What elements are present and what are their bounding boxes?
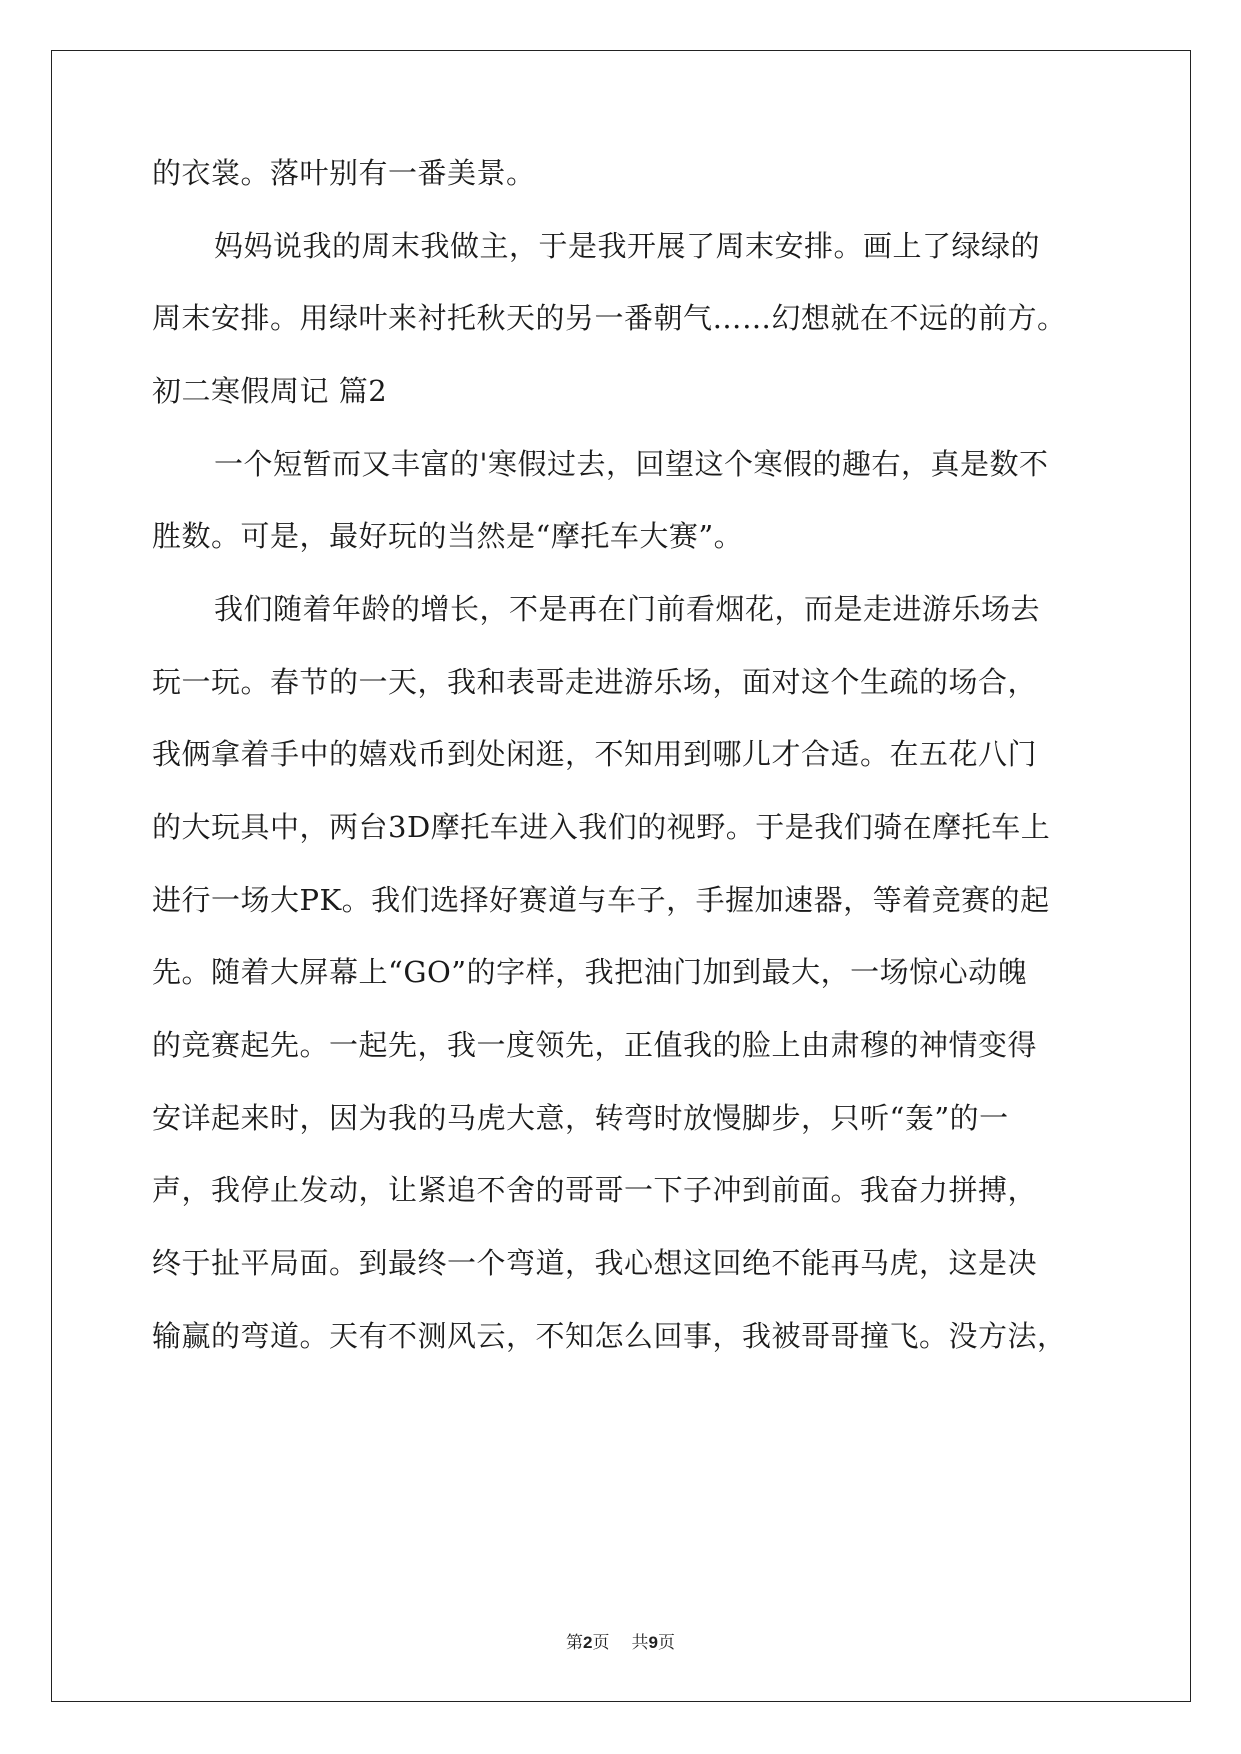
text-line: 我俩拿着手中的嬉戏币到处闲逛，不知用到哪儿才合适。在五花八门 [152, 737, 1038, 771]
text-line: 安详起来时，因为我的马虎大意，转弯时放慢脚步，只听“轰”的一 [152, 1101, 1009, 1135]
total-suffix: 页 [657, 1633, 675, 1653]
text-line: 胜数。可是，最好玩的当然是“摩托车大赛”。 [152, 519, 744, 553]
total-pages: 9 [648, 1633, 658, 1652]
text-line: 的竞赛起先。一起先，我一度领先，正值我的脸上由肃穆的神情变得 [152, 1028, 1038, 1062]
page-prefix: 第 [566, 1633, 584, 1653]
paragraph-start-line: 我们随着年龄的增长，不是再在门前看烟花，而是走进游乐场去 [214, 592, 1041, 626]
text-line: 进行一场大PK。我们选择好赛道与车子，手握加速器，等着竞赛的起 [152, 883, 1050, 917]
page-border [51, 50, 1191, 1702]
page-suffix: 页 [592, 1633, 610, 1653]
text-line: 终于扯平局面。到最终一个弯道，我心想这回绝不能再马虎，这是决 [152, 1246, 1038, 1280]
section-heading: 初二寒假周记 篇2 [152, 374, 388, 408]
paragraph-start-line: 妈妈说我的周末我做主，于是我开展了周末安排。画上了绿绿的 [214, 229, 1041, 263]
page-footer [0, 1628, 1241, 1653]
paragraph-start-line: 一个短暂而又丰富的'寒假过去，回望这个寒假的趣右，真是数不 [214, 447, 1049, 481]
text-line: 先。随着大屏幕上“GO”的字样，我把油门加到最大，一场惊心动魄 [152, 955, 1028, 989]
page-number: 2 [583, 1633, 593, 1652]
text-line: 玩一玩。春节的一天，我和表哥走进游乐场，面对这个生疏的场合， [152, 665, 1038, 699]
text-line: 周末安排。用绿叶来衬托秋天的另一番朝气……幻想就在不远的前方。 [152, 301, 1067, 335]
text-line: 的衣裳。落叶别有一番美景。 [152, 156, 536, 190]
text-line: 输赢的弯道。天有不测风云，不知怎么回事，我被哥哥撞飞。没方法， [152, 1319, 1067, 1353]
text-line: 的大玩具中，两台3D摩托车进入我们的视野。于是我们骑在摩托车上 [152, 810, 1051, 844]
total-prefix: 共 [631, 1633, 649, 1653]
text-line: 声，我停止发动，让紧追不舍的哥哥一下子冲到前面。我奋力拼搏， [152, 1173, 1038, 1207]
